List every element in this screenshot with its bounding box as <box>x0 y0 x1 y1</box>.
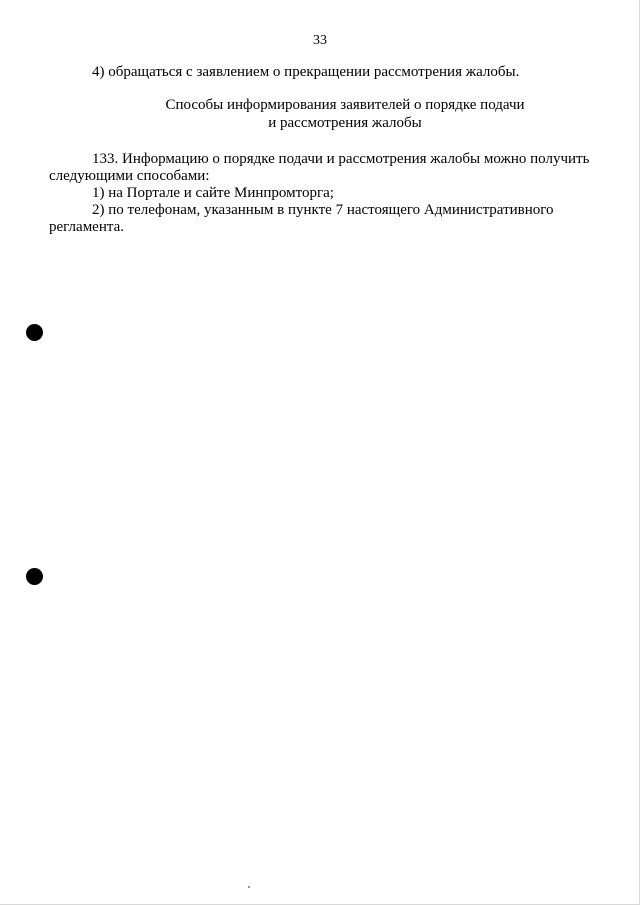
paragraph-133-line-2: следующими способами: <box>49 168 210 184</box>
list-item-1: 1) на Портале и сайте Минпромторга; <box>92 185 334 201</box>
punch-hole-bottom <box>26 568 43 585</box>
list-item-2-line-2: регламента. <box>49 219 125 235</box>
list-item-4: 4) обращаться с заявлением о прекращении рассмотрения жалобы. <box>92 64 520 80</box>
list-item-2-line-1: 2) по телефонам, указанным в пункте 7 настоящего Административного <box>92 202 554 218</box>
paragraph-133-line-1: 133. Информацию о порядке подачи и рассмотрения жалобы можно получить <box>92 151 590 167</box>
scan-speck <box>248 886 250 888</box>
punch-hole-top <box>26 324 43 341</box>
page-number: 33 <box>313 33 327 48</box>
section-heading-line-2: и рассмотрения жалобы <box>268 115 422 131</box>
section-heading-line-1: Способы информирования заявителей о порядке подачи <box>165 97 525 113</box>
